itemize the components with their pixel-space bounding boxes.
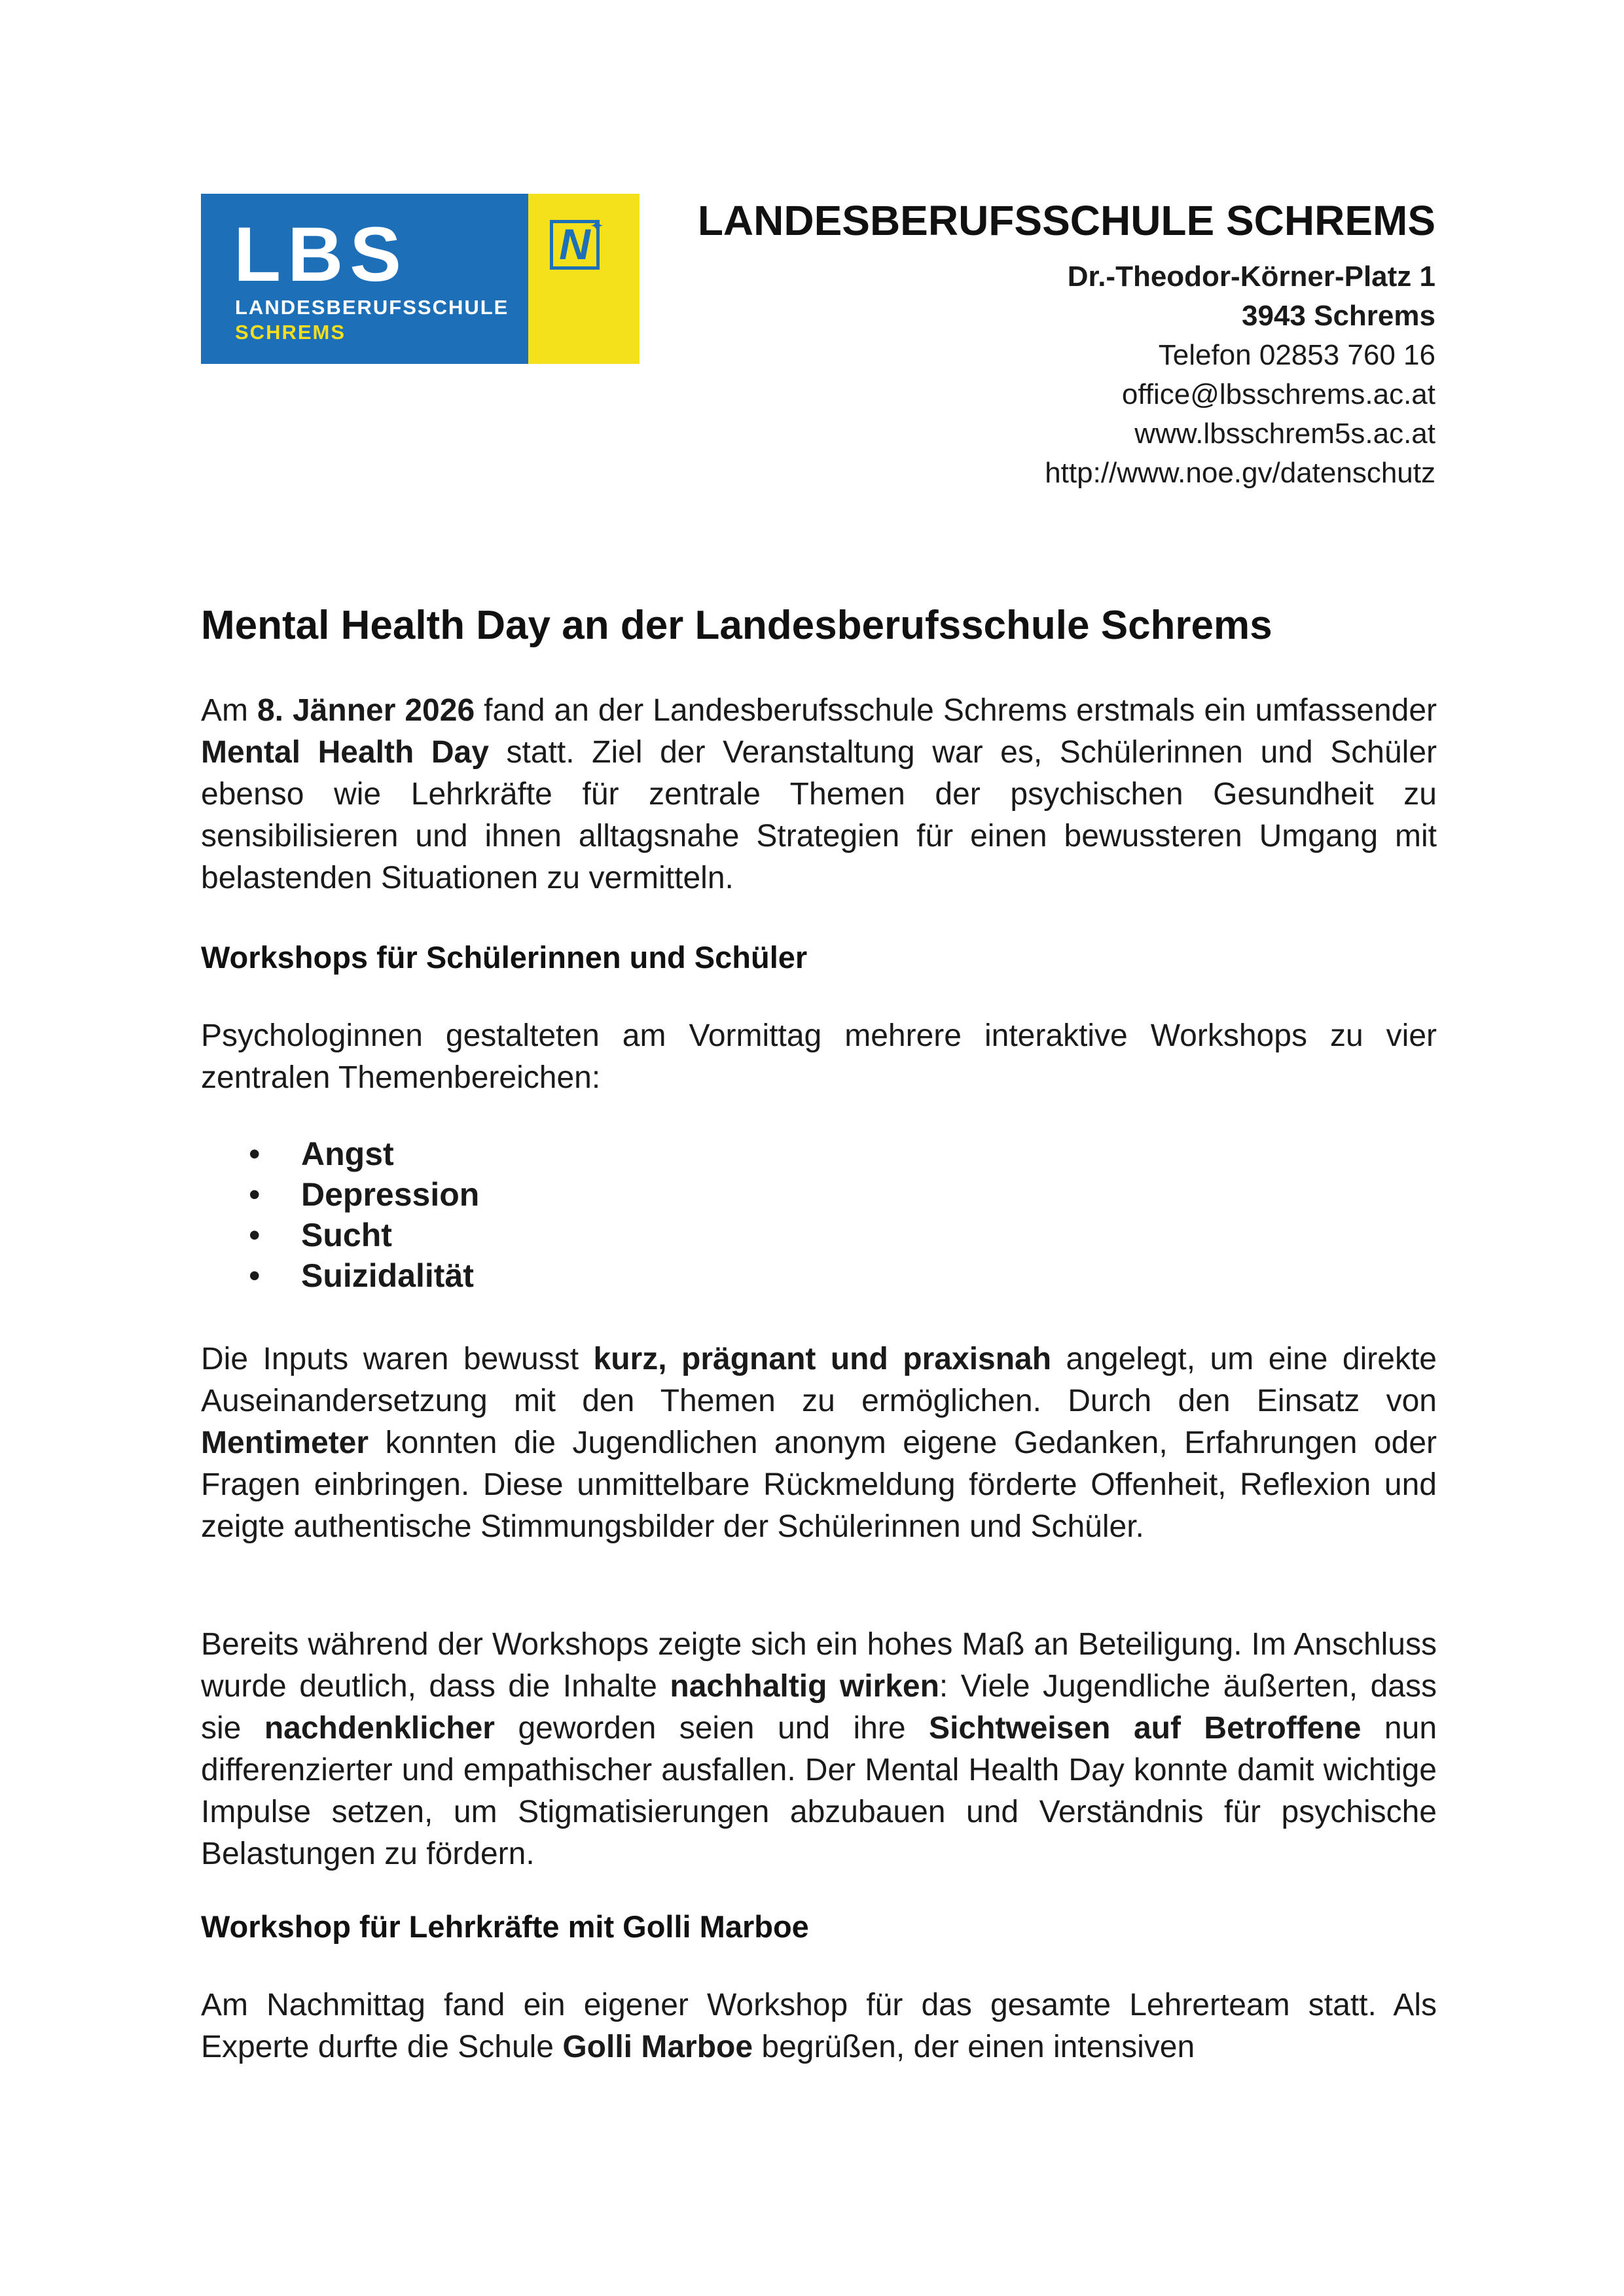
intro-text-1: Am — [201, 693, 257, 728]
logo-location: SCHREMS — [235, 321, 346, 344]
noe-emblem-icon: N — [550, 220, 600, 270]
list-item: • Angst — [249, 1134, 479, 1174]
section-heading-students: Workshops für Schülerinnen und Schüler — [201, 940, 808, 975]
teacher-workshop-paragraph — [201, 1984, 1437, 2068]
phone: Telefon 02853 760 16 — [1158, 339, 1435, 371]
p3-bold-2: nachdenklicher — [264, 1711, 495, 1746]
school-name: LANDESBERUFSSCHULE SCHREMS — [697, 197, 1435, 244]
intro-paragraph — [201, 690, 1437, 899]
s2-text-2: begrüßen, der einen intensiven — [753, 2030, 1195, 2064]
p2-text-3: konnten die Jugendlichen anonym eigene Gedanken, Erfahrungen oder Fragen einbringen. Diese unmittelbare Rückmeldung förderte Offenheit, Reflexion und zeigte authentische Stimmungsbilder der Schülerinnen und Schüler. — [201, 1426, 1437, 1544]
school-logo — [201, 194, 640, 364]
p2-text-2: angelegt, um eine direkte Auseinandersetzung mit den Themen zu ermöglichen. Durch den Einsatz von — [201, 1342, 1437, 1418]
inputs-paragraph — [201, 1338, 1437, 1548]
p3-text-3: geworden seien und ihre — [494, 1711, 929, 1746]
street: Dr.-Theodor-Körner-Platz 1 — [1067, 260, 1435, 293]
logo-blue-panel — [201, 194, 528, 364]
logo-yellow-panel — [528, 194, 640, 364]
p3-text-2: : Viele Jugendliche äußerten, dass sie — [201, 1669, 1437, 1746]
intro-text-3: statt. Ziel der Veranstaltung war es, Schülerinnen und Schüler ebenso wie Lehrkräfte für zentrale Themen der psychischen Gesundheit zu sensibilisieren und ihnen alltagsnahe Strategien für einen bewussteren Umgang mit belastenden Situationen zu vermitteln. — [201, 735, 1437, 895]
participation-paragraph — [201, 1624, 1437, 1875]
p2-bold-2: Mentimeter — [201, 1426, 369, 1460]
p3-text-1: Bereits während der Workshops zeigte sich ein hohes Maß an Beteiligung. Im Anschluss wurde deutlich, dass die Inhalte — [201, 1627, 1437, 1704]
event-name: Mental Health Day — [201, 735, 489, 770]
intro-text-2: fand an der Landesberufsschule Schrems erstmals ein umfassender — [475, 693, 1437, 728]
event-date: 8. Jänner 2026 — [257, 693, 475, 728]
article-title: Mental Health Day an der Landesberufsschule Schrems — [201, 603, 1272, 648]
p3-text-4: nun differenzierter und empathischer ausfallen. Der Mental Health Day konnte damit wichtige Impulse setzen, um Stigmatisierungen abzubauen und Verständnis für psychische Belastungen zu fördern. — [201, 1711, 1437, 1871]
list-item: • Depression — [249, 1174, 479, 1215]
city: Schrems — [1314, 300, 1435, 332]
section-heading-teachers: Workshop für Lehrkräfte mit Golli Marboe — [201, 1909, 809, 1944]
email-link[interactable]: office@lbsschrems.ac.at — [1121, 378, 1435, 410]
list-item: • Sucht — [249, 1215, 479, 1255]
p2-text-1: Die Inputs waren bewusst — [201, 1342, 594, 1376]
zip: 3943 — [1241, 300, 1306, 332]
logo-subtitle: LANDESBERUFSSCHULE — [235, 296, 509, 319]
star-icon: ✦ — [590, 216, 604, 236]
website-link[interactable]: www.lbsschrem5s.ac.at — [1134, 418, 1435, 450]
p2-bold-1: kurz, prägnant und praxisnah — [593, 1342, 1052, 1376]
logo-lbs-text: LBS — [234, 211, 408, 298]
topic-list — [249, 1134, 479, 1296]
p3-bold-3: Sichtweisen auf Betroffene — [929, 1711, 1362, 1746]
s2-text-1: Am Nachmittag fand ein eigener Workshop für das gesamte Lehrerteam statt. Als Experte durfte die Schule — [201, 1988, 1437, 2064]
s2-bold-1: Golli Marboe — [562, 2030, 753, 2064]
postal-city — [1045, 296, 1435, 336]
privacy-link[interactable]: http://www.noe.gv/datenschutz — [1045, 457, 1435, 489]
list-item: • Suizidalität — [249, 1255, 479, 1296]
address-block — [1045, 257, 1435, 493]
p3-bold-1: nachhaltig wirken — [670, 1669, 939, 1704]
workshop-lead-paragraph: Psychologinnen gestalteten am Vormittag mehrere interaktive Workshops zu vier zentralen Themenbereichen: — [201, 1018, 1437, 1095]
